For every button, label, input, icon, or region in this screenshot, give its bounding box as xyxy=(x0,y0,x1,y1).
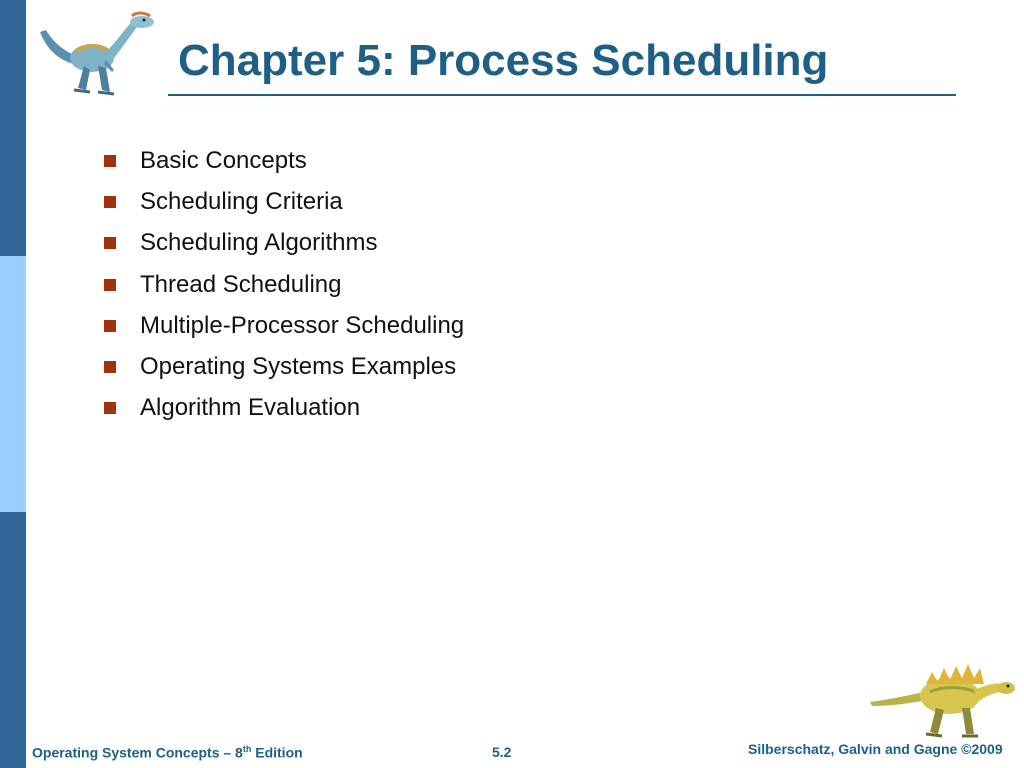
accent-bar-top xyxy=(0,0,26,256)
footer-book-title: Operating System Concepts – 8th Edition xyxy=(32,744,303,761)
square-bullet-icon xyxy=(104,237,116,249)
bullet-text: Basic Concepts xyxy=(140,146,307,174)
accent-bar-middle xyxy=(0,256,26,512)
title-underline xyxy=(168,94,956,96)
list-item xyxy=(104,264,464,305)
left-accent-bar xyxy=(0,0,26,768)
square-bullet-icon xyxy=(104,361,116,373)
page-number: 5.2 xyxy=(492,744,512,760)
bullet-text: Thread Scheduling xyxy=(140,270,342,298)
square-bullet-icon xyxy=(104,402,116,414)
list-item xyxy=(104,140,464,181)
bullet-text: Scheduling Algorithms xyxy=(140,229,378,257)
square-bullet-icon xyxy=(104,279,116,291)
list-item xyxy=(104,346,464,387)
list-item xyxy=(104,305,464,346)
dinosaur-bottom-icon xyxy=(866,656,1016,740)
accent-bar-bottom xyxy=(0,512,26,768)
page-title: Chapter 5: Process Scheduling xyxy=(178,36,829,85)
dinosaur-top-icon xyxy=(36,8,158,96)
square-bullet-icon xyxy=(104,196,116,208)
bullet-text: Operating Systems Examples xyxy=(140,353,457,381)
bullet-list xyxy=(104,140,464,429)
list-item xyxy=(104,388,464,429)
list-item xyxy=(104,223,464,264)
bullet-text: Algorithm Evaluation xyxy=(140,394,361,422)
footer-authors: Silberschatz, Galvin and Gagne ©2009 xyxy=(748,741,1003,757)
square-bullet-icon xyxy=(104,155,116,167)
square-bullet-icon xyxy=(104,320,116,332)
list-item xyxy=(104,181,464,222)
bullet-text: Multiple-Processor Scheduling xyxy=(140,311,465,339)
bullet-text: Scheduling Criteria xyxy=(140,187,343,215)
